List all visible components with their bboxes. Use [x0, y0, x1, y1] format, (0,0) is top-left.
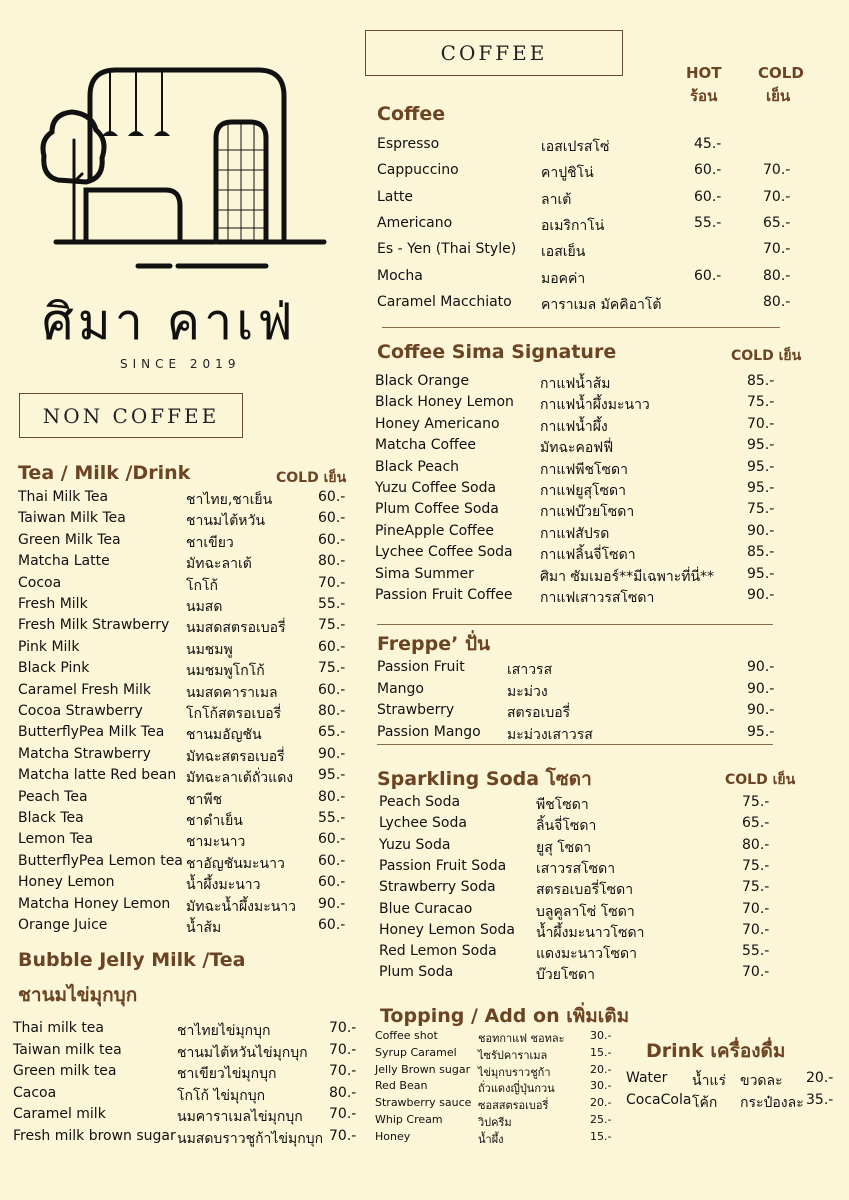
bubble-item-en: Thai milk tea	[13, 1020, 104, 1036]
soda-item-price: 70.-	[742, 921, 770, 938]
drink-item-unit: กระป๋องละ	[740, 1095, 804, 1111]
signature-item-price: 95.-	[747, 480, 775, 496]
tea-item-th: โกโก้	[186, 577, 218, 594]
tea-item-en: Taiwan Milk Tea	[18, 510, 126, 527]
freppe-item-th: สตรอเบอรี่	[507, 705, 571, 721]
signature-item-th: ศิมา ซัมเมอร์**มีเฉพาะที่นี่**	[540, 568, 715, 585]
coffee-item-th: เอสเย็น	[541, 244, 586, 261]
freppe-section-title: Freppe’ ปั่น	[377, 633, 490, 655]
bubble-item-price: 70.-	[329, 1020, 357, 1036]
tea-item-th: มัทฉะน้ำผึ้งมะนาว	[186, 898, 297, 915]
tea-item-price: 60.-	[318, 531, 346, 548]
soda-item-en: Strawberry Soda	[379, 879, 496, 896]
tea-item-en: ButterflyPea Lemon tea	[18, 852, 183, 869]
coffee-item-cold: 70.-	[763, 241, 791, 258]
cold-label: COLD	[758, 64, 804, 82]
tea-section-title: Tea / Milk /Drink	[18, 462, 191, 484]
soda-item-th: สตรอเบอรี่โซดา	[536, 882, 634, 899]
divider	[377, 624, 773, 625]
signature-section-title: Coffee Sima Signature	[377, 341, 617, 363]
tea-item-price: 60.-	[318, 831, 346, 848]
freppe-item-price: 95.-	[747, 723, 775, 740]
coffee-item-th: อเมริกาโน่	[541, 217, 605, 234]
tea-item-price: 80.-	[318, 703, 346, 719]
tea-item-th: ชาเขียว	[186, 534, 234, 551]
topping-item-price: 15.-	[590, 1045, 612, 1059]
tea-item-en: Fresh Milk	[18, 596, 88, 612]
tea-item-en: Caramel Fresh Milk	[18, 681, 151, 698]
signature-item-en: Honey Americano	[375, 415, 500, 432]
tea-item-th: โกโก้สตรอเบอรี่	[186, 706, 282, 722]
soda-item-en: Red Lemon Soda	[379, 943, 497, 960]
coffee-item-hot: 60.-	[694, 188, 722, 205]
signature-item-en: PineApple Coffee	[375, 522, 495, 539]
signature-item-en: Black Peach	[375, 458, 460, 475]
soda-item-en: Yuzu Soda	[379, 836, 451, 853]
topping-item-th: น้ำผึ้ง	[478, 1132, 504, 1146]
tea-col-header: COLD เย็น	[276, 470, 347, 486]
signature-item-price: 75.-	[747, 501, 775, 518]
signature-item-en: Sima Summer	[375, 565, 474, 582]
coffee-item-en: Latte	[377, 188, 413, 205]
bubble-item-en: Cacoa	[13, 1084, 57, 1101]
tea-item-en: Lemon Tea	[18, 831, 94, 848]
tea-item-en: Honey Lemon	[18, 874, 115, 891]
topping-item-en: Whip Cream	[375, 1113, 443, 1126]
drink-item-en: Water	[626, 1070, 668, 1086]
freppe-item-th: มะม่วงเสาวรส	[507, 726, 593, 743]
topping-item-th: วิปครีม	[478, 1116, 512, 1129]
freppe-item-en: Mango	[377, 680, 424, 697]
tea-item-en: Matcha Latte	[18, 553, 110, 570]
tea-item-en: Fresh Milk Strawberry	[18, 617, 170, 634]
soda-item-th: แดงมะนาวโซดา	[536, 946, 637, 963]
tea-item-price: 60.-	[318, 489, 346, 505]
bubble-item-price: 70.-	[329, 1041, 357, 1058]
tea-item-th: มัทฉะสตรอเบอรี่	[186, 748, 285, 765]
signature-item-en: Black Honey Lemon	[375, 394, 514, 411]
bubble-section-subtitle: ชานมไข่มุกบุก	[18, 984, 138, 1006]
tea-item-en: Black Tea	[18, 810, 84, 826]
bubble-section-title: Bubble Jelly Milk /Tea	[18, 949, 246, 971]
cold-label-th: เย็น	[766, 87, 791, 105]
coffee-item-en: Caramel Macchiato	[377, 293, 512, 310]
drink-item-th: โค้ก	[692, 1095, 718, 1111]
coffee-item-th: ลาเต้	[541, 191, 572, 208]
tea-item-price: 75.-	[318, 617, 346, 634]
coffee-item-th: คาราเมล มัคคิอาโต้	[541, 296, 662, 313]
tea-item-en: Black Pink	[18, 660, 90, 677]
tea-item-en: Orange Juice	[18, 917, 108, 933]
soda-item-en: Plum Soda	[379, 964, 454, 981]
soda-item-th: ลิ้นจี่โซดา	[536, 818, 597, 835]
tea-item-price: 75.-	[318, 660, 346, 677]
signature-item-price: 90.-	[747, 522, 775, 539]
soda-item-price: 75.-	[742, 857, 770, 874]
freppe-item-th: เสาวรส	[507, 662, 553, 678]
drink-item-unit: ขวดละ	[740, 1073, 783, 1089]
coffee-item-th: คาปูชิโน่	[541, 165, 594, 182]
drink-item-price: 35.-	[806, 1092, 834, 1108]
tea-item-price: 95.-	[318, 767, 346, 784]
brand-name: ศิมา คาเฟ่	[42, 293, 297, 351]
tea-item-th: น้ำผึ้งมะนาว	[186, 877, 261, 894]
tea-item-price: 60.-	[318, 510, 346, 527]
topping-item-price: 20.-	[590, 1062, 612, 1076]
freppe-item-th: มะม่วง	[507, 683, 548, 700]
signature-item-en: Yuzu Coffee Soda	[375, 480, 497, 496]
tea-item-th: มัทฉะลาเต้ถั่วแดง	[186, 770, 294, 787]
topping-item-th: ชอทกาแฟ ชอทละ	[478, 1032, 565, 1045]
tea-item-price: 55.-	[318, 596, 346, 612]
tea-item-en: Cocoa	[18, 574, 62, 591]
soda-item-en: Blue Curacao	[379, 900, 473, 917]
tea-item-price: 60.-	[318, 638, 346, 655]
soda-item-price: 70.-	[742, 964, 770, 981]
bubble-item-price: 70.-	[329, 1063, 357, 1079]
freppe-item-en: Passion Fruit	[377, 659, 465, 675]
tea-item-price: 55.-	[318, 810, 346, 826]
brand-since: SINCE 2019	[120, 357, 241, 371]
soda-item-en: Passion Fruit Soda	[379, 857, 507, 874]
signature-item-price: 85.-	[747, 544, 775, 561]
topping-item-price: 15.-	[590, 1129, 612, 1143]
topping-item-price: 30.-	[590, 1029, 612, 1042]
tea-item-price: 70.-	[318, 574, 346, 591]
freppe-item-price: 90.-	[747, 702, 775, 718]
tea-item-th: ชาดำเย็น	[186, 813, 243, 829]
tea-item-en: Matcha Strawberry	[18, 745, 151, 762]
tea-item-price: 60.-	[318, 874, 346, 891]
bubble-item-en: Green milk tea	[13, 1063, 117, 1079]
divider	[382, 327, 780, 328]
tea-item-price: 80.-	[318, 553, 346, 570]
coffee-item-cold: 65.-	[763, 214, 791, 231]
coffee-item-th: มอคค่า	[541, 270, 586, 287]
soda-item-price: 55.-	[742, 943, 770, 960]
signature-item-en: Black Orange	[375, 373, 470, 389]
coffee-item-hot: 60.-	[694, 267, 722, 284]
signature-item-th: กาแฟยูสุโซดา	[540, 483, 626, 499]
tea-item-price: 60.-	[318, 852, 346, 869]
hot-label-th: ร้อน	[690, 87, 718, 105]
freppe-item-price: 90.-	[747, 659, 775, 675]
hot-label: HOT	[686, 64, 722, 82]
coffee-item-en: Es - Yen (Thai Style)	[377, 241, 517, 258]
tea-item-th: ชาพีช	[186, 791, 223, 808]
topping-item-en: Strawberry sauce	[375, 1096, 472, 1110]
coffee-item-en: Espresso	[377, 136, 440, 152]
coffee-item-en: Cappuccino	[377, 162, 459, 179]
signature-item-th: กาแฟสัปรด	[540, 525, 610, 542]
bubble-item-en: Caramel milk	[13, 1106, 106, 1122]
topping-item-price: 20.-	[590, 1096, 612, 1110]
signature-item-th: กาแฟพีชโซดา	[540, 461, 628, 478]
bubble-item-th: ชาไทยไข่มุกบุก	[177, 1023, 271, 1039]
tea-item-th: ชามะนาว	[186, 834, 246, 851]
soda-item-th: ยูสุ โซดา	[536, 839, 592, 856]
soda-item-price: 75.-	[742, 794, 770, 810]
topping-item-th: ซอสสตรอเบอรี่	[478, 1099, 549, 1113]
signature-item-en: Passion Fruit Coffee	[375, 587, 513, 603]
tea-item-en: Cocoa Strawberry	[18, 703, 143, 719]
soda-col-header: COLD เย็น	[725, 772, 796, 788]
soda-item-en: Honey Lemon Soda	[379, 921, 515, 938]
signature-item-en: Plum Coffee Soda	[375, 501, 499, 518]
soda-item-price: 80.-	[742, 836, 770, 853]
drink-item-price: 20.-	[806, 1070, 834, 1086]
topping-section-title: Topping / Add on เพิ่มเติม	[380, 1005, 630, 1027]
bubble-item-th: ชานมไต้หวันไข่มุกบุก	[177, 1044, 308, 1061]
cafe-logo-illustration	[38, 60, 338, 280]
soda-item-th: เสาวรสโซดา	[536, 860, 616, 877]
tea-item-price: 90.-	[318, 895, 346, 912]
signature-item-th: กาแฟน้ำผึ้งมะนาว	[540, 397, 650, 414]
signature-item-th: กาแฟบ๊วยโซดา	[540, 504, 635, 521]
bubble-item-th: นมคาราเมลไข่มุกบุก	[177, 1109, 303, 1125]
signature-item-price: 95.-	[747, 437, 775, 454]
tea-item-en: Matcha Honey Lemon	[18, 895, 171, 912]
soda-item-th: บลูคูลาโซ่ โซดา	[536, 903, 635, 920]
signature-item-th: กาแฟลิ้นจี่โซดา	[540, 547, 636, 564]
coffee-item-cold: 80.-	[763, 293, 791, 310]
signature-item-price: 75.-	[747, 394, 775, 411]
tea-item-th: นมสดสตรอเบอรี่	[186, 620, 286, 637]
signature-item-price: 85.-	[747, 373, 775, 389]
tea-item-th: ชาไทย,ชาเย็น	[186, 492, 273, 508]
tea-item-price: 80.-	[318, 788, 346, 805]
coffee-header: COFFEE	[365, 30, 623, 76]
tea-item-en: Green Milk Tea	[18, 531, 121, 548]
tea-item-en: Pink Milk	[18, 638, 80, 655]
tea-item-th: นมชมพูโกโก้	[186, 663, 265, 680]
soda-item-price: 70.-	[742, 900, 770, 917]
coffee-item-en: Americano	[377, 214, 453, 231]
freppe-item-en: Strawberry	[377, 702, 455, 718]
non-coffee-header: NON COFFEE	[19, 393, 243, 438]
topping-item-th: ถั่วแดงญี่ปุ่นกวน	[478, 1082, 555, 1096]
soda-item-en: Peach Soda	[379, 794, 461, 810]
drink-section-title: Drink เครื่องดื่ม	[646, 1040, 786, 1062]
signature-item-th: กาแฟเสาวรสโซดา	[540, 590, 655, 606]
signature-item-th: กาแฟน้ำผึ้ง	[540, 418, 608, 435]
coffee-section-title: Coffee	[377, 103, 446, 125]
tea-item-th: นมชมพู	[186, 641, 233, 658]
soda-item-en: Lychee Soda	[379, 815, 467, 832]
coffee-item-hot: 45.-	[694, 136, 722, 152]
bubble-item-th: นมสดบราวชูก้าไข่มุกบุก	[177, 1130, 324, 1147]
drink-item-en: CocaCola	[626, 1092, 692, 1108]
signature-item-th: กาแฟน้ำส้ม	[540, 376, 611, 392]
signature-item-price: 95.-	[747, 458, 775, 475]
topping-item-en: Honey	[375, 1129, 411, 1143]
signature-item-price: 90.-	[747, 587, 775, 603]
tea-item-en: ButterflyPea Milk Tea	[18, 724, 165, 741]
tea-item-th: นมสดคาราเมล	[186, 684, 278, 701]
soda-item-th: น้ำผึ้งมะนาวโซดา	[536, 924, 645, 941]
tea-item-th: นมสด	[186, 599, 223, 615]
signature-item-en: Matcha Coffee	[375, 437, 476, 454]
bubble-item-en: Fresh milk brown sugar	[13, 1127, 176, 1144]
tea-item-en: Thai Milk Tea	[18, 489, 109, 505]
coffee-item-th: เอสเปรสโซ่	[541, 139, 610, 155]
soda-item-th: พีชโซดา	[536, 797, 589, 813]
soda-item-th: บ๊วยโซดา	[536, 967, 595, 984]
coffee-item-cold: 70.-	[763, 188, 791, 205]
freppe-item-price: 90.-	[747, 680, 775, 697]
topping-item-price: 25.-	[590, 1113, 612, 1126]
tea-item-price: 60.-	[318, 917, 346, 933]
topping-item-en: Red Bean	[375, 1079, 428, 1093]
soda-item-price: 75.-	[742, 879, 770, 896]
soda-item-price: 65.-	[742, 815, 770, 832]
coffee-item-en: Mocha	[377, 267, 423, 284]
soda-section-title: Sparkling Soda โซดา	[377, 768, 592, 790]
signature-item-price: 70.-	[747, 415, 775, 432]
topping-item-th: ไข่มุกบราวชูก้า	[478, 1065, 551, 1079]
tea-item-en: Matcha latte Red bean	[18, 767, 177, 784]
coffee-item-hot: 55.-	[694, 214, 722, 231]
bubble-item-price: 70.-	[329, 1127, 357, 1144]
topping-item-price: 30.-	[590, 1079, 612, 1093]
bubble-item-th: ชาเขียวไข่มุกบุก	[177, 1066, 277, 1082]
signature-col-header: COLD เย็น	[731, 348, 802, 364]
bubble-item-price: 80.-	[329, 1084, 357, 1101]
tea-item-th: ชาอัญชันมะนาว	[186, 855, 285, 872]
signature-item-en: Lychee Coffee Soda	[375, 544, 513, 561]
tea-item-th: ชานมไต้หวัน	[186, 513, 265, 530]
topping-item-th: ไซรัปคาราเมล	[478, 1048, 548, 1062]
topping-item-en: Syrup Caramel	[375, 1045, 457, 1059]
coffee-item-hot: 60.-	[694, 162, 722, 179]
tea-item-th: มัทฉะลาเต้	[186, 556, 252, 573]
topping-item-en: Jelly Brown sugar	[375, 1062, 471, 1076]
tea-item-price: 60.-	[318, 681, 346, 698]
bubble-item-th: โกโก้ ไข่มุกบุก	[177, 1087, 266, 1104]
topping-item-en: Coffee shot	[375, 1029, 438, 1042]
coffee-item-cold: 80.-	[763, 267, 791, 284]
bubble-item-price: 70.-	[329, 1106, 357, 1122]
tea-item-price: 65.-	[318, 724, 346, 741]
tea-item-th: น้ำส้ม	[186, 920, 222, 936]
signature-item-price: 95.-	[747, 565, 775, 582]
freppe-item-en: Passion Mango	[377, 723, 481, 740]
tea-item-th: ชานมอัญชัน	[186, 727, 262, 744]
drink-item-th: น้ำแร่	[692, 1073, 726, 1089]
tea-item-price: 90.-	[318, 745, 346, 762]
signature-item-th: มัทฉะคอฟฟี่	[540, 440, 614, 457]
coffee-item-cold: 70.-	[763, 162, 791, 179]
tea-item-en: Peach Tea	[18, 788, 88, 805]
bubble-item-en: Taiwan milk tea	[13, 1041, 122, 1058]
